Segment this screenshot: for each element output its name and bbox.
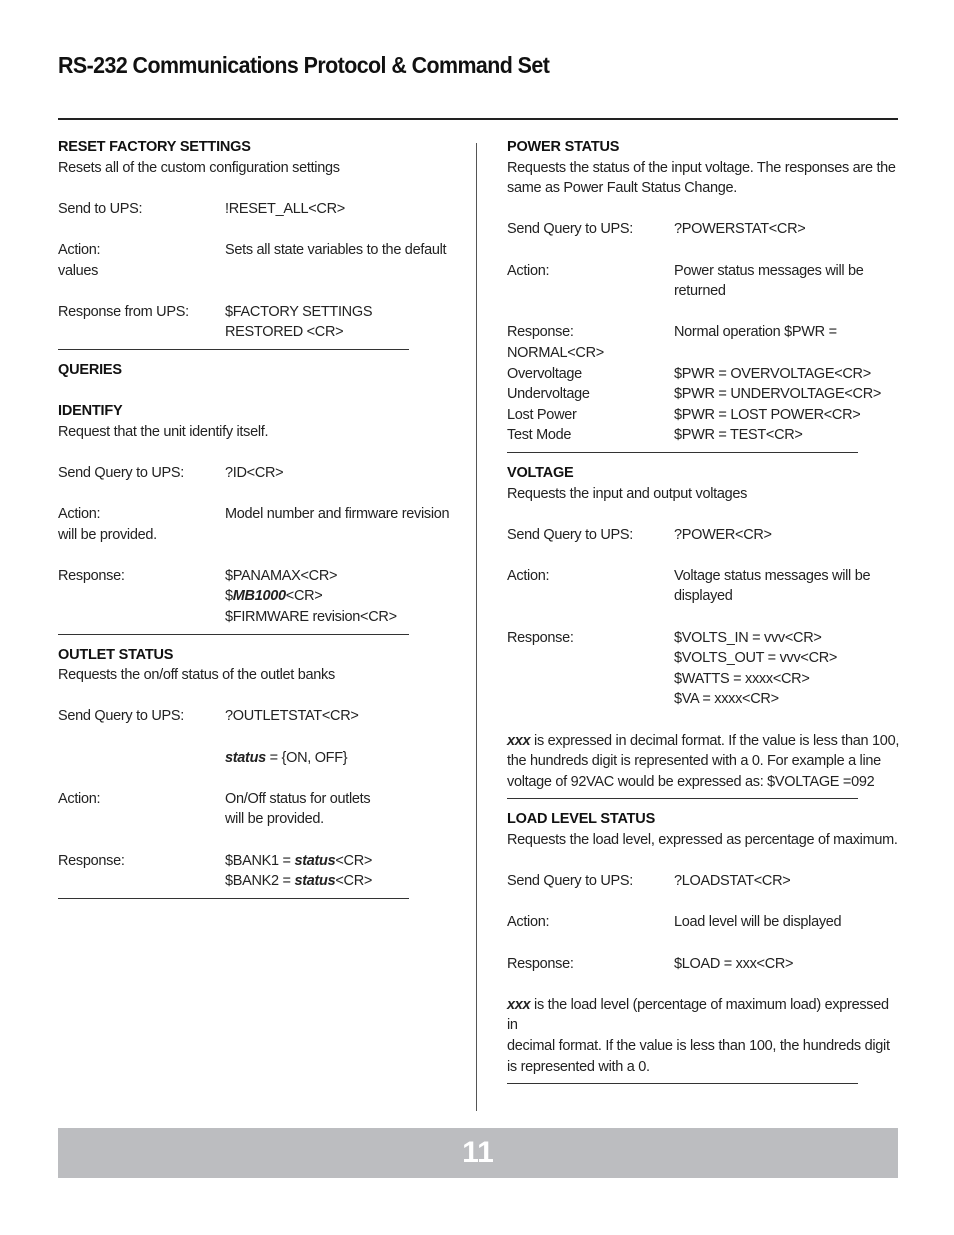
power-status-label: Lost Power — [507, 406, 577, 423]
outlet-action-line2: will be provided. — [225, 811, 324, 828]
power-response-row — [507, 322, 902, 343]
power-response-continued: NORMAL<CR> — [507, 344, 604, 361]
reset-description: Resets all of the custom configuration settings — [58, 159, 340, 176]
outlet-action-row — [58, 789, 458, 830]
power-status-value: $PWR = LOST POWER<CR> — [674, 406, 861, 423]
identify-action-label: Action: — [58, 506, 101, 523]
page-title: RS-232 Communications Protocol & Command Set — [58, 52, 550, 78]
reset-response-line1: $FACTORY SETTINGS — [225, 303, 373, 320]
section-divider — [507, 1083, 858, 1084]
power-status-value: $PWR = TEST<CR> — [674, 427, 803, 444]
power-status-value: $PWR = OVERVOLTAGE<CR> — [674, 365, 871, 382]
power-description-line2: same as Power Fault Status Change. — [507, 180, 737, 197]
power-response-label: Response: — [507, 324, 574, 341]
power-status-value: $PWR = UNDERVOLTAGE<CR> — [674, 386, 882, 403]
load-send-label: Send Query to UPS: — [507, 873, 633, 890]
outlet-action-line1: On/Off status for outlets — [225, 790, 371, 807]
identify-action-continued: will be provided. — [58, 526, 157, 543]
voltage-send-label: Send Query to UPS: — [507, 526, 633, 543]
power-status-label: Undervoltage — [507, 386, 590, 403]
power-status-row — [507, 364, 902, 385]
section-divider — [58, 634, 409, 635]
reset-response-line2: RESTORED <CR> — [225, 324, 344, 341]
voltage-response-row — [507, 628, 902, 710]
load-response-row — [507, 954, 902, 975]
outlet-send-label: Send Query to UPS: — [58, 708, 184, 725]
reset-heading: RESET FACTORY SETTINGS — [58, 139, 251, 155]
identify-send-row — [58, 463, 458, 484]
outlet-send-value: ?OUTLETSTAT<CR> — [225, 708, 359, 725]
power-send-label: Send Query to UPS: — [507, 221, 633, 238]
load-action-label: Action: — [507, 914, 550, 931]
outlet-description: Requests the on/off status of the outlet banks — [58, 667, 335, 684]
right-column — [507, 137, 902, 1094]
voltage-action-line2: displayed — [674, 588, 733, 605]
power-action-line2: returned — [674, 283, 726, 300]
reset-send-row — [58, 199, 458, 220]
power-action-row — [507, 261, 902, 302]
load-send-row — [507, 871, 902, 892]
reset-action-row — [58, 240, 458, 261]
power-action-label: Action: — [507, 262, 550, 279]
identify-response-row — [58, 566, 458, 628]
reset-action-value: Sets all state variables to the default — [225, 241, 447, 258]
reset-action-continued: values — [58, 262, 99, 279]
section-divider — [58, 349, 409, 350]
voltage-response-line: $VOLTS_OUT = vvv<CR> — [674, 650, 838, 667]
identify-response-label: Response: — [58, 567, 125, 584]
outlet-send-row — [58, 706, 458, 727]
load-response-label: Response: — [507, 955, 574, 972]
voltage-send-row — [507, 525, 902, 546]
left-column — [58, 137, 458, 909]
voltage-response-label: Response: — [507, 629, 574, 646]
section-divider — [58, 898, 409, 899]
reset-action-label: Action: — [58, 241, 101, 258]
model-number: MB1000 — [232, 588, 286, 605]
power-status-row — [507, 425, 902, 446]
voltage-action-row — [507, 566, 902, 607]
voltage-action-label: Action: — [507, 567, 550, 584]
page-number: 11 — [462, 1136, 494, 1169]
identify-action-value: Model number and firmware revision — [225, 506, 450, 523]
outlet-bank2: $BANK2 = status<CR> — [225, 873, 373, 890]
outlet-status-row — [58, 748, 458, 769]
load-note: xxx is the load level (percentage of maximum load) expressed in decimal format. If the value is less than 100, the hundreds digit is represented with a 0. — [507, 996, 890, 1075]
power-status-row — [507, 405, 902, 426]
voltage-send-value: ?POWER<CR> — [674, 526, 772, 543]
column-divider — [476, 143, 477, 1111]
identify-response-line1: $PANAMAX<CR> — [225, 567, 338, 584]
identify-heading: IDENTIFY — [58, 403, 123, 420]
section-divider — [507, 452, 858, 453]
voltage-heading: VOLTAGE — [507, 464, 574, 481]
reset-send-label: Send to UPS: — [58, 200, 143, 217]
reset-response-row — [58, 302, 458, 343]
voltage-action-line1: Voltage status messages will be — [674, 567, 871, 584]
queries-heading: QUERIES — [58, 361, 122, 378]
power-response-value: Normal operation $PWR = — [674, 324, 837, 341]
load-action-row — [507, 912, 902, 933]
power-status-label: Test Mode — [507, 427, 572, 444]
load-description: Requests the load level, expressed as percentage of maximum. — [507, 832, 898, 848]
section-divider — [507, 798, 858, 799]
voltage-response-line: $WATTS = xxxx<CR> — [674, 670, 810, 687]
voltage-response-line: $VA = xxxx<CR> — [674, 691, 779, 708]
title-rule — [58, 118, 898, 120]
power-status-row — [507, 384, 902, 405]
page-footer-bar — [58, 1128, 898, 1178]
power-send-value: ?POWERSTAT<CR> — [674, 221, 806, 238]
identify-description: Request that the unit identify itself. — [58, 423, 269, 440]
power-description-line1: Requests the status of the input voltage. The responses are the — [507, 159, 896, 176]
power-heading: POWER STATUS — [507, 139, 620, 155]
voltage-description: Requests the input and output voltages — [507, 485, 748, 502]
identify-action-row — [58, 504, 458, 525]
load-response-value: $LOAD = xxx<CR> — [674, 955, 794, 972]
identify-response-line2: $MB1000<CR> — [225, 588, 323, 605]
outlet-bank1: $BANK1 = status<CR> — [225, 852, 373, 869]
reset-send-value: !RESET_ALL<CR> — [225, 200, 345, 217]
outlet-response-row — [58, 851, 458, 892]
load-action-value: Load level will be displayed — [674, 914, 842, 931]
outlet-status-def: status = {ON, OFF} — [225, 749, 348, 766]
voltage-response-line: $VOLTS_IN = vvv<CR> — [674, 629, 822, 646]
outlet-heading: OUTLET STATUS — [58, 646, 174, 663]
identify-send-value: ?ID<CR> — [225, 464, 284, 481]
load-heading: LOAD LEVEL STATUS — [507, 811, 656, 828]
outlet-action-label: Action: — [58, 790, 101, 807]
identify-send-label: Send Query to UPS: — [58, 464, 184, 481]
power-status-label: Overvoltage — [507, 365, 582, 382]
power-action-line1: Power status messages will be — [674, 262, 864, 279]
outlet-response-label: Response: — [58, 852, 125, 869]
reset-response-label: Response from UPS: — [58, 303, 189, 320]
voltage-note: xxx is expressed in decimal format. If the value is less than 100, the hundreds digit is represented with a 0. For example a line voltage of 92VAC would be expressed as: $VOLTAGE =092 — [507, 732, 900, 790]
power-send-row — [507, 219, 902, 240]
identify-response-line3: $FIRMWARE revision<CR> — [225, 609, 397, 626]
load-send-value: ?LOADSTAT<CR> — [674, 873, 791, 890]
